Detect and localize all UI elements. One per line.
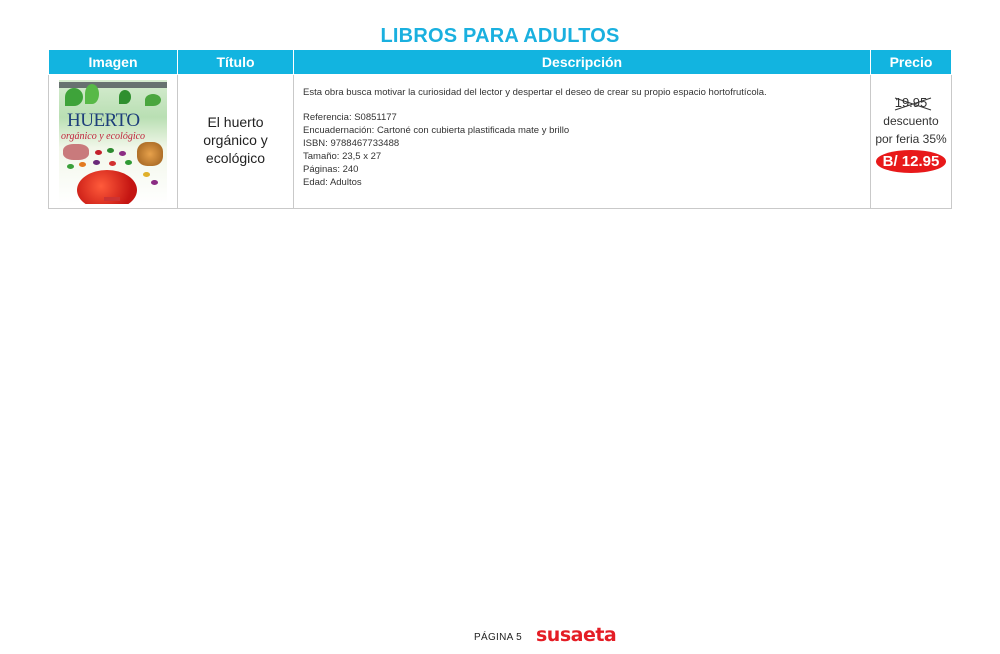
price-cell <box>871 75 952 209</box>
strikethrough-cross-icon <box>893 96 933 112</box>
title-cell <box>178 75 294 209</box>
book-title: El huerto orgánico y ecológico <box>203 114 268 166</box>
header-price: Precio <box>871 50 952 75</box>
page-number: PÁGINA 5 <box>474 632 522 643</box>
header-description: Descripción <box>294 50 871 75</box>
table-row <box>49 75 952 209</box>
description-reference: Referencia: S0851177 <box>303 112 397 123</box>
table-header-row <box>49 50 952 75</box>
description-age: Edad: Adultos <box>303 177 362 188</box>
description-cell <box>294 75 871 209</box>
cover-cell <box>49 75 178 209</box>
description-size: Tamaño: 23,5 x 27 <box>303 151 382 162</box>
header-title: Título <box>178 50 294 75</box>
description-isbn: ISBN: 9788467733488 <box>303 138 400 149</box>
book-cover-image <box>59 80 167 204</box>
page-title: LIBROS PARA ADULTOS <box>380 25 620 47</box>
old-price <box>895 95 928 110</box>
header-image: Imagen <box>49 50 178 75</box>
description-pages: Páginas: 240 <box>303 164 359 175</box>
catalog-table <box>48 49 952 209</box>
discount-text-2: por feria 35% <box>875 132 947 146</box>
old-price-value: 19.95 <box>894 95 928 110</box>
cover-subtitle: orgánico y ecológico <box>61 131 146 142</box>
new-price-badge: B/ 12.95 <box>876 150 947 173</box>
brand-logo: susaeta <box>536 624 617 646</box>
description-binding: Encuadernación: Cartoné con cubierta plastificada mate y brillo <box>303 125 570 136</box>
description-intro: Esta obra busca motivar la curiosidad del lector y despertar el deseo de crear su propio espacio hortofrutícola. <box>303 87 767 98</box>
discount-text-1: descuento <box>883 114 939 128</box>
cover-title: HUERTO <box>67 110 140 131</box>
